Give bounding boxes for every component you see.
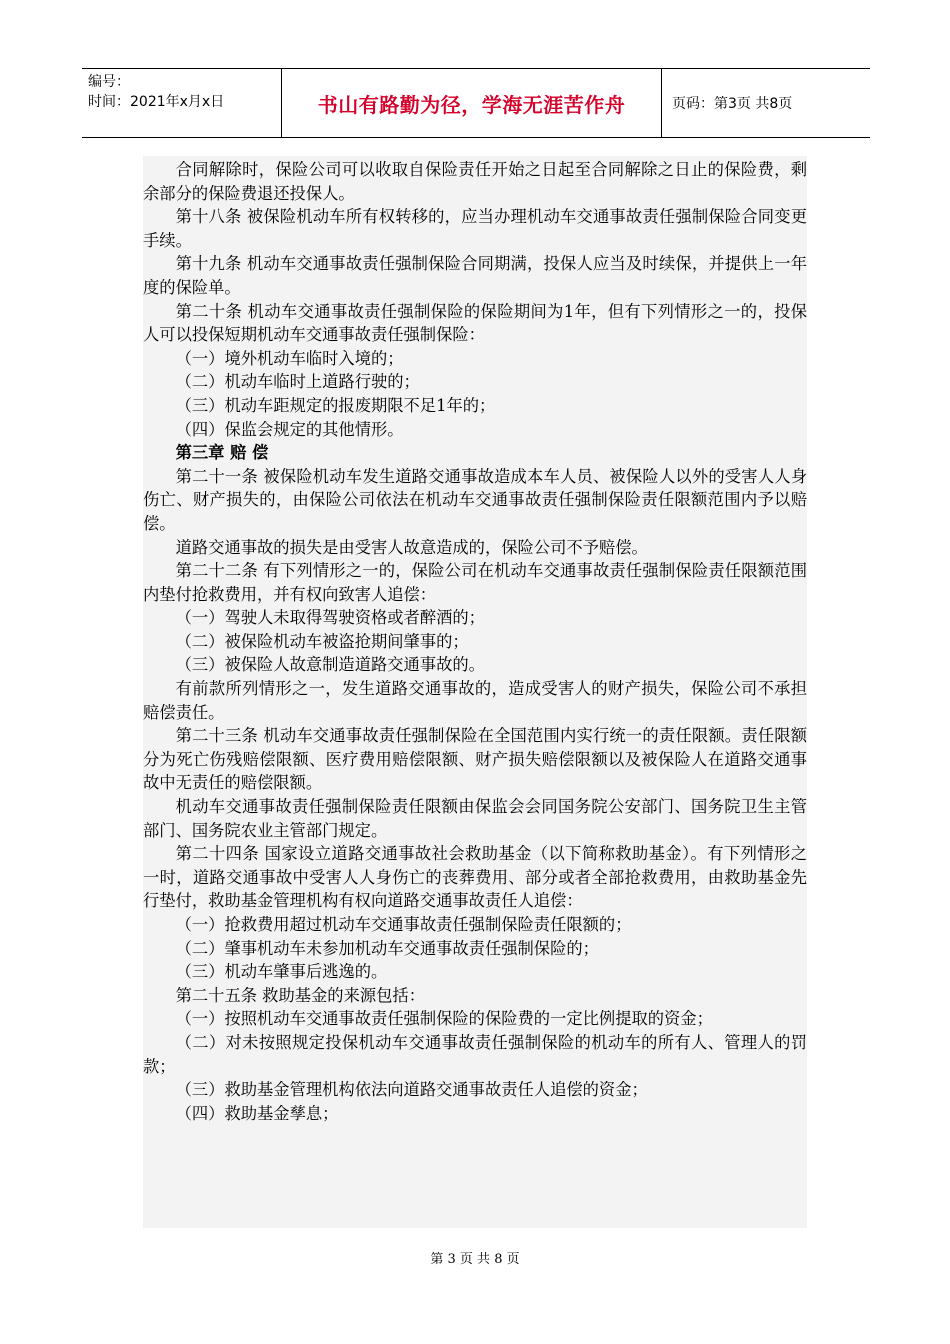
paragraph: 第二十五条 救助基金的来源包括： [175, 985, 425, 1005]
document-body [143, 156, 807, 1228]
list-item: （一）抢救费用超过机动车交通事故责任强制保险责任限额的； [175, 915, 632, 934]
list-item: （二）肇事机动车未参加机动车交通事故责任强制保险的； [175, 938, 599, 958]
header-page-label: 页码：第3页 共8页 [672, 96, 793, 112]
list-item: （一）境外机动车临时入境的； [175, 348, 404, 368]
paragraph: 第二十二条 有下列情形之一的，保险公司在机动车交通事故责任强制保险责任限额范围内垫付抢救费用，并有权向致害人追偿： [143, 561, 807, 604]
header-meta-cell [82, 69, 282, 137]
header-motto: 书山有路勤为径，学海无涯苦作舟 [317, 92, 626, 117]
paragraph: 机动车交通事故责任强制保险责任限额由保监会会同国务院公安部门、国务院卫生主管部门、国务院农业主管部门规定。 [143, 797, 807, 840]
paragraph: 第二十三条 机动车交通事故责任强制保险在全国范围内实行统一的责任限额。责任限额分为死亡伤残赔偿限额、医疗费用赔偿限额、财产损失赔偿限额以及被保险人在道路交通事故中无责任的赔偿限额。 [143, 726, 807, 793]
header-motto-cell [282, 69, 662, 137]
list-item: （三）机动车肇事后逃逸的。 [175, 962, 388, 982]
paragraph: 合同解除时，保险公司可以收取自保险责任开始之日起至合同解除之日止的保险费，剩余部分的保险费退还投保人。 [143, 160, 807, 203]
paragraph: 第二十条 机动车交通事故责任强制保险的保险期间为1年，但有下列情形之一的，投保人可以投保短期机动车交通事故责任强制保险： [143, 301, 807, 345]
page-header [82, 68, 870, 138]
paragraph: 有前款所列情形之一，发生道路交通事故的，造成受害人的财产损失，保险公司不承担赔偿责任。 [143, 679, 807, 722]
paragraph: 第二十四条 国家设立道路交通事故社会救助基金（以下简称救助基金）。有下列情形之一时，道路交通事故中受害人人身伤亡的丧葬费用、部分或者全部抢救费用，由救助基金先行垫付，救助基金管理机构有权向道路交通事故责任人追偿： [143, 844, 807, 911]
list-item: （三）救助基金管理机构依法向道路交通事故责任人追偿的资金； [175, 1080, 648, 1100]
list-item: （二）机动车临时上道路行驶的； [175, 372, 420, 392]
list-item: （一）按照机动车交通事故责任强制保险的保险费的一定比例提取的资金； [175, 1009, 713, 1029]
header-page-cell [662, 69, 870, 137]
paragraph: 第二十一条 被保险机动车发生道路交通事故造成本车人员、被保险人以外的受害人人身伤亡、财产损失的，由保险公司依法在机动车交通事故责任强制保险责任限额范围内予以赔偿。 [143, 466, 807, 533]
paragraph: 道路交通事故的损失是由受害人故意造成的，保险公司不予赔偿。 [175, 537, 648, 557]
list-item: （三）被保险人故意制造道路交通事故的。 [175, 655, 485, 675]
chapter-heading: 第三章 赔 偿 [175, 443, 269, 463]
list-item: （二）被保险机动车被盗抢期间肇事的； [175, 631, 469, 651]
list-item: （四）保监会规定的其他情形。 [175, 419, 404, 439]
paragraph: 第十九条 机动车交通事故责任强制保险合同期满，投保人应当及时续保，并提供上一年度的保险单。 [143, 254, 807, 297]
paragraph: 第十八条 被保险机动车所有权转移的，应当办理机动车交通事故责任强制保险合同变更手续。 [143, 207, 807, 250]
document-number-label: 编号： [88, 74, 130, 90]
list-item: （一）驾驶人未取得驾驶资格或者醉酒的； [175, 608, 485, 628]
list-item: （二）对未按照规定投保机动车交通事故责任强制保险的机动车的所有人、管理人的罚款； [143, 1032, 807, 1076]
list-item: （四）救助基金孳息； [175, 1103, 339, 1123]
document-date-label: 时间：2021年x月x日 [88, 94, 225, 110]
footer-page-number: 第 3 页 共 8 页 [430, 1252, 520, 1267]
list-item: （三）机动车距规定的报废期限不足1年的； [175, 395, 496, 415]
page-footer [0, 1248, 950, 1267]
